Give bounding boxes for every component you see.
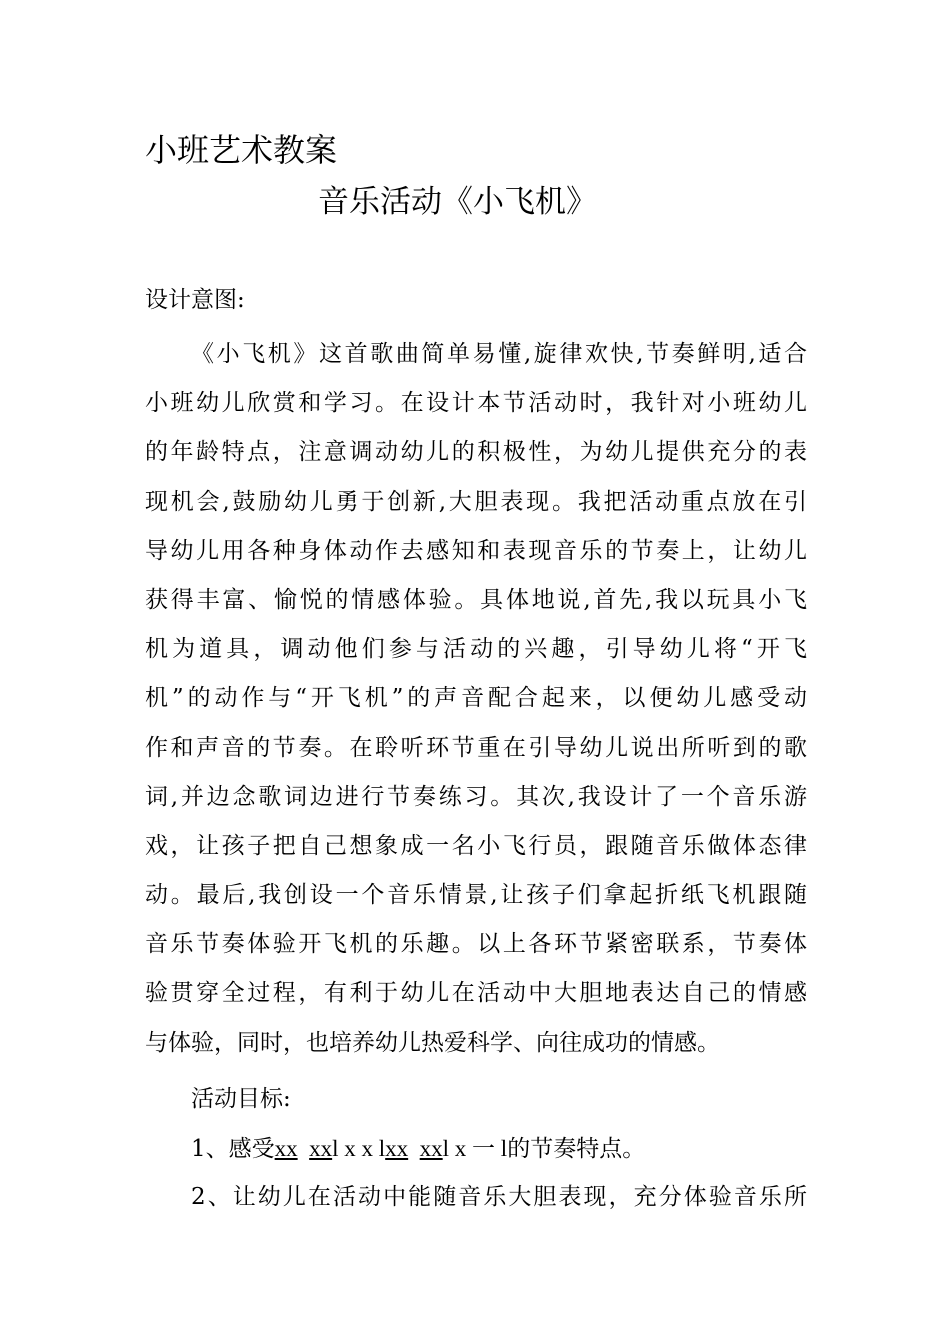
rhythm-notation: xx [274, 1136, 298, 1162]
goal-1-suffix: 的节奏特点。 [507, 1136, 646, 1163]
paragraph-line: 音乐节奏体验开飞机的乐趣。以上各环节紧密联系，节奏体 [145, 931, 807, 958]
rhythm-notation: xx [385, 1136, 409, 1162]
paragraph-line: 与体验，同时，也培养幼儿热爱科学、向往成功的情感。 [145, 1029, 720, 1056]
paragraph-line: 获得丰富、愉悦的情感体验。具体地说,首先,我以玩具小飞 [145, 586, 807, 613]
rhythm-notation: l x 一 l [442, 1136, 508, 1162]
rhythm-notation: l x x l [332, 1136, 386, 1162]
paragraph-line: 《小飞机》这首歌曲简单易懂,旋律欢快,节奏鲜明,适合 [191, 341, 807, 367]
paragraph-line: 作和声音的节奏。在聆听环节重在引导幼儿说出所听到的歌 [145, 734, 807, 761]
document-subtitle: 音乐活动《小飞机》 [318, 184, 597, 220]
document-title: 小班艺术教案 [145, 131, 338, 169]
paragraph-line: 验贯穿全过程，有利于幼儿在活动中大胆地表达自己的情感 [145, 980, 807, 1007]
paragraph-line: 机”的动作与“开飞机”的声音配合起来，以便幼儿感受动 [145, 685, 807, 712]
paragraph-line: 戏，让孩子把自己想象成一名小飞行员，跟随音乐做体态律 [145, 832, 807, 859]
goal-item-2: 2、让幼儿在活动中能随音乐大胆表现，充分体验音乐所 [191, 1184, 807, 1211]
paragraph-line: 现机会,鼓励幼儿勇于创新,大胆表现。我把活动重点放在引 [145, 488, 807, 515]
paragraph-line: 动。最后,我创设一个音乐情景,让孩子们拿起折纸飞机跟随 [145, 882, 807, 909]
rhythm-notation: xx [309, 1136, 333, 1162]
activity-goals [191, 1075, 807, 1223]
paragraph-line: 机为道具，调动他们参与活动的兴趣，引导幼儿将“开飞 [145, 636, 807, 663]
paragraph-line: 词,并边念歌词边进行节奏练习。其次,我设计了一个音乐游 [145, 783, 807, 810]
paragraph-line: 导幼儿用各种身体动作去感知和表现音乐的节奏上，让幼儿 [145, 537, 807, 564]
paragraph-line: 小班幼儿欣赏和学习。在设计本节活动时，我针对小班幼儿 [145, 390, 807, 417]
goal-item-1 [191, 1124, 807, 1173]
design-intent-heading: 设计意图: [145, 287, 245, 313]
rhythm-notation: xx [419, 1136, 443, 1162]
paragraph-line: 的年龄特点，注意调动幼儿的积极性，为幼儿提供充分的表 [145, 439, 807, 466]
design-intent-paragraph [145, 330, 807, 1068]
goals-heading: 活动目标: [191, 1086, 291, 1112]
goal-1-prefix: 1、感受 [191, 1136, 275, 1163]
